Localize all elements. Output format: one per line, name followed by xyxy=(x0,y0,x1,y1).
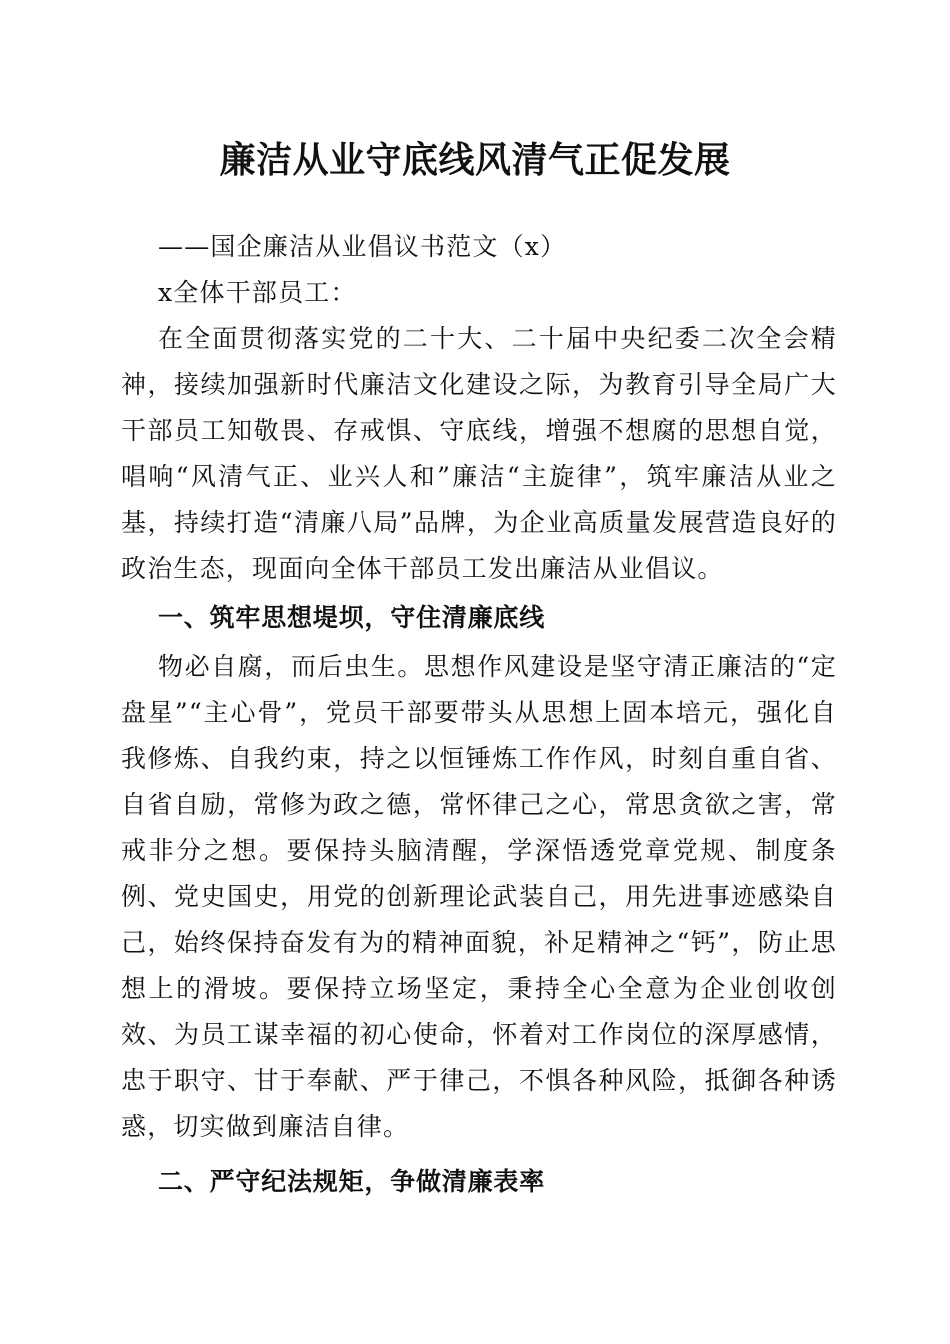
document-subtitle: ——国企廉洁从业倡议书范文（x） xyxy=(158,232,567,261)
section-2-heading: 二、严守纪法规矩，争做清廉表率 xyxy=(158,1167,546,1196)
intro-paragraph: 在全面贯彻落实党的二十大、二十届中央纪委二次全会精神，接续加强新时代廉洁文化建设之际，为教育引导全局广大干部员工知敬畏、存戒惧、守底线，增强不想腐的思想自觉，唱响“风清气正、业兴人和”廉洁“主旋律”，筑牢廉洁从业之基，持续打造“清廉八局”品牌，为企业高质量发展营造良好的政治生态，现面向全体干部员工发出廉洁从业倡议。 xyxy=(121,324,837,583)
section-1-paragraph: 物必自腐，而后虫生。思想作风建设是坚守清正廉洁的“定盘星”“主心骨”，党员干部要带头从思想上固本培元，强化自我修炼、自我约束，持之以恒锤炼工作作风，时刻自重自省、自省自励，常修为政之德，常怀律己之心，常思贪欲之害，常戒非分之想。要保持头脑清醒，学深悟透党章党规、制度条例、党史国史，用党的创新理论武装自己，用先进事迹感染自己，始终保持奋发有为的精神面貌，补足精神之“钙”，防止思想上的滑坡。要保持立场坚定，秉持全心全意为企业创收创效、为员工谋幸福的初心使命，怀着对工作岗位的深厚感情，忠于职守、甘于奉献、严于律己，不惧各种风险，抵御各种诱惑，切实做到廉洁自律。 xyxy=(121,652,837,1141)
document-title: 廉洁从业守底线风清气正促发展 xyxy=(219,139,731,181)
salutation: x全体干部员工： xyxy=(158,278,357,307)
section-1-heading: 一、筑牢思想堤坝，守住清廉底线 xyxy=(158,603,546,632)
document-body xyxy=(121,224,837,1208)
